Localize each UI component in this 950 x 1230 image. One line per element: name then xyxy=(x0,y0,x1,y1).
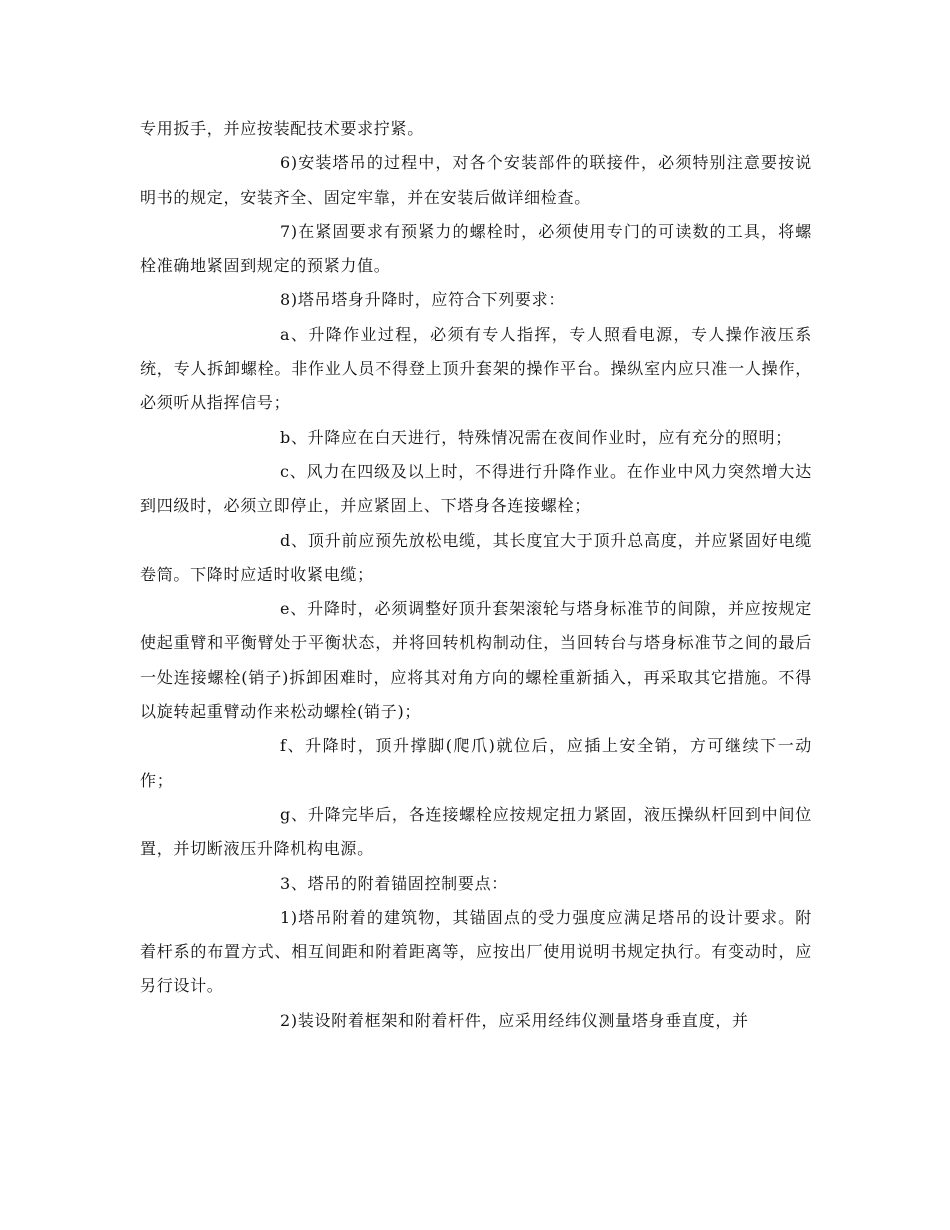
paragraph-sub-d: d、顶升前应预先放松电缆，其长度宜大于顶升总高度，并应紧固好电缆卷筒。下降时应适时收紧电缆； xyxy=(140,530,812,584)
paragraph-sub-b: b、升降应在白天进行，特殊情况需在夜间作业时，应有充分的照明； xyxy=(280,427,792,447)
paragraph-sub-g: g、升降完毕后，各连接螺栓应按规定扭力紧固，液压操纵杆回到中间位置，并切断液压升降机构电源。 xyxy=(140,804,812,859)
paragraph-sub-c: c、风力在四级及以上时，不得进行升降作业。在作业中风力突然增大达到四级时，必须立即停止，并应紧固上、下塔身各连接螺栓； xyxy=(140,461,812,516)
section-heading-3: 3、塔吊的附着锚固控制要点： xyxy=(280,873,508,893)
paragraph-item-7: 7)在紧固要求有预紧力的螺栓时，必须使用专门的可读数的工具，将螺栓准确地紧固到规定的预紧力值。 xyxy=(140,221,812,276)
paragraph-sub-f: f、升降时，顶升撑脚(爬爪)就位后，应插上安全销，方可继续下一动作； xyxy=(140,736,812,790)
paragraph-continuation: 专用扳手，并应按装配技术要求拧紧。 xyxy=(140,119,424,138)
paragraph-sub-a: a、升降作业过程，必须有专人指挥，专人照看电源，专人操作液压系统，专人拆卸螺栓。非作业人员不得登上顶升套架的操作平台。操纵室内应只准一人操作，必须听从指挥信号； xyxy=(140,324,812,413)
paragraph-item-1: 1)塔吊附着的建筑物，其锚固点的受力强度应满足塔吊的设计要求。附着杆系的布置方式、相互间距和附着距离等，应按出厂使用说明书规定执行。有变动时，应另行设计。 xyxy=(140,907,812,996)
paragraph-item-2: 2)装设附着框架和附着杆件，应采用经纬仪测量塔身垂直度，并 xyxy=(280,1010,749,1030)
paragraph-item-6: 6)安装塔吊的过程中，对各个安装部件的联接件，必须特别注意要按说明书的规定，安装齐全、固定牢靠，并在安装后做详细检查。 xyxy=(140,153,812,207)
paragraph-item-8: 8)塔吊塔身升降时，应符合下列要求： xyxy=(280,290,566,310)
body-text xyxy=(140,112,812,1038)
paragraph-sub-e: e、升降时，必须调整好顶升套架滚轮与塔身标准节的间隙，并应按规定使起重臂和平衡臂处于平衡状态，并将回转机构制动住，当回转台与塔身标准节之间的最后一处连接螺栓(销子)拆卸困难时，应将其对角方向的螺栓重新插入，再采取其它措施。不得以旋转起重臂动作来松动螺栓(销子)； xyxy=(140,599,812,722)
